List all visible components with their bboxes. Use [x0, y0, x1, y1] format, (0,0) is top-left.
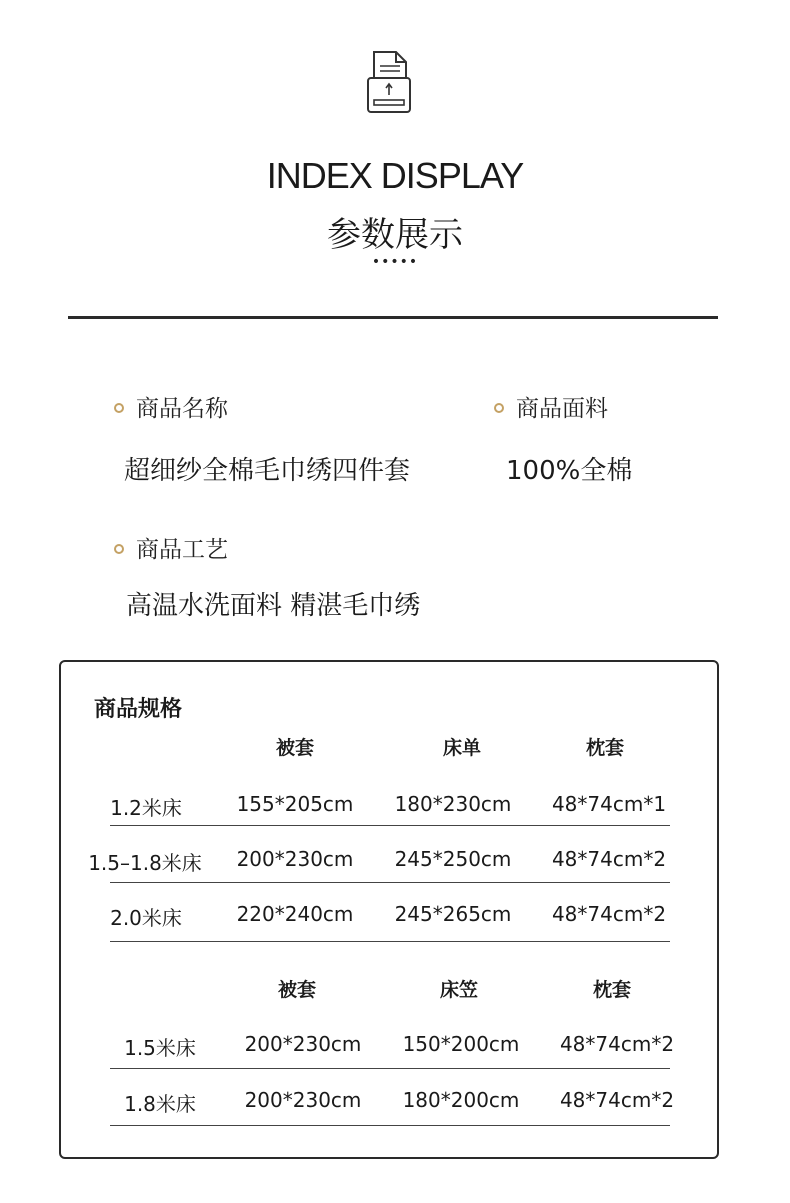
decorative-dots: •••••	[371, 254, 419, 270]
title-english: INDEX DISPLAY	[266, 155, 524, 196]
table-cell: 245*250cm	[394, 847, 512, 871]
table-cell: 48*74cm*2	[551, 847, 667, 871]
bullet-icon	[114, 403, 124, 413]
document-upload-icon	[366, 48, 412, 116]
table-cell: 180*230cm	[394, 792, 512, 816]
product-name-label: 商品名称	[114, 390, 228, 423]
table-cell: 180*200cm	[402, 1088, 520, 1112]
product-fabric-value: 100%全棉	[506, 456, 633, 486]
spec-title: 商品规格	[94, 697, 183, 722]
table-cell: 200*230cm	[244, 1032, 362, 1056]
table-cell-size: 1.8米床	[124, 1092, 196, 1116]
table-header: 床笠	[439, 979, 478, 1001]
product-craft-value: 高温水洗面料 精湛毛巾绣	[126, 591, 421, 621]
table-cell: 150*200cm	[402, 1032, 520, 1056]
table-cell: 155*205cm	[236, 792, 354, 816]
product-fabric-label: 商品面料	[494, 390, 608, 423]
table-cell: 245*265cm	[394, 902, 512, 926]
table-cell: 200*230cm	[236, 847, 354, 871]
row-divider	[110, 825, 670, 826]
row-divider	[110, 941, 670, 942]
table-cell-size: 1.2米床	[110, 796, 182, 820]
table-cell: 48*74cm*1	[551, 792, 667, 816]
table-cell: 48*74cm*2	[559, 1088, 675, 1112]
title-chinese: 参数展示	[327, 215, 463, 255]
table-header: 被套	[277, 979, 316, 1001]
table-cell: 48*74cm*2	[551, 902, 667, 926]
table-header: 枕套	[585, 737, 624, 759]
table-cell: 220*240cm	[236, 902, 354, 926]
table-cell-size: 1.5米床	[124, 1036, 196, 1060]
row-divider	[110, 882, 670, 883]
bullet-icon	[114, 544, 124, 554]
table-header: 床单	[442, 737, 481, 759]
table-cell-size: 2.0米床	[110, 906, 182, 930]
product-craft-label: 商品工艺	[114, 531, 228, 564]
table-cell-size: 1.5–1.8米床	[88, 851, 202, 875]
table-cell: 48*74cm*2	[559, 1032, 675, 1056]
table-cell: 200*230cm	[244, 1088, 362, 1112]
product-name-value: 超细纱全棉毛巾绣四件套	[124, 456, 411, 486]
table-header: 枕套	[592, 979, 631, 1001]
table-header: 被套	[275, 737, 314, 759]
row-divider	[110, 1125, 670, 1126]
bullet-icon	[494, 403, 504, 413]
divider-rule	[68, 316, 718, 319]
row-divider	[110, 1068, 670, 1069]
